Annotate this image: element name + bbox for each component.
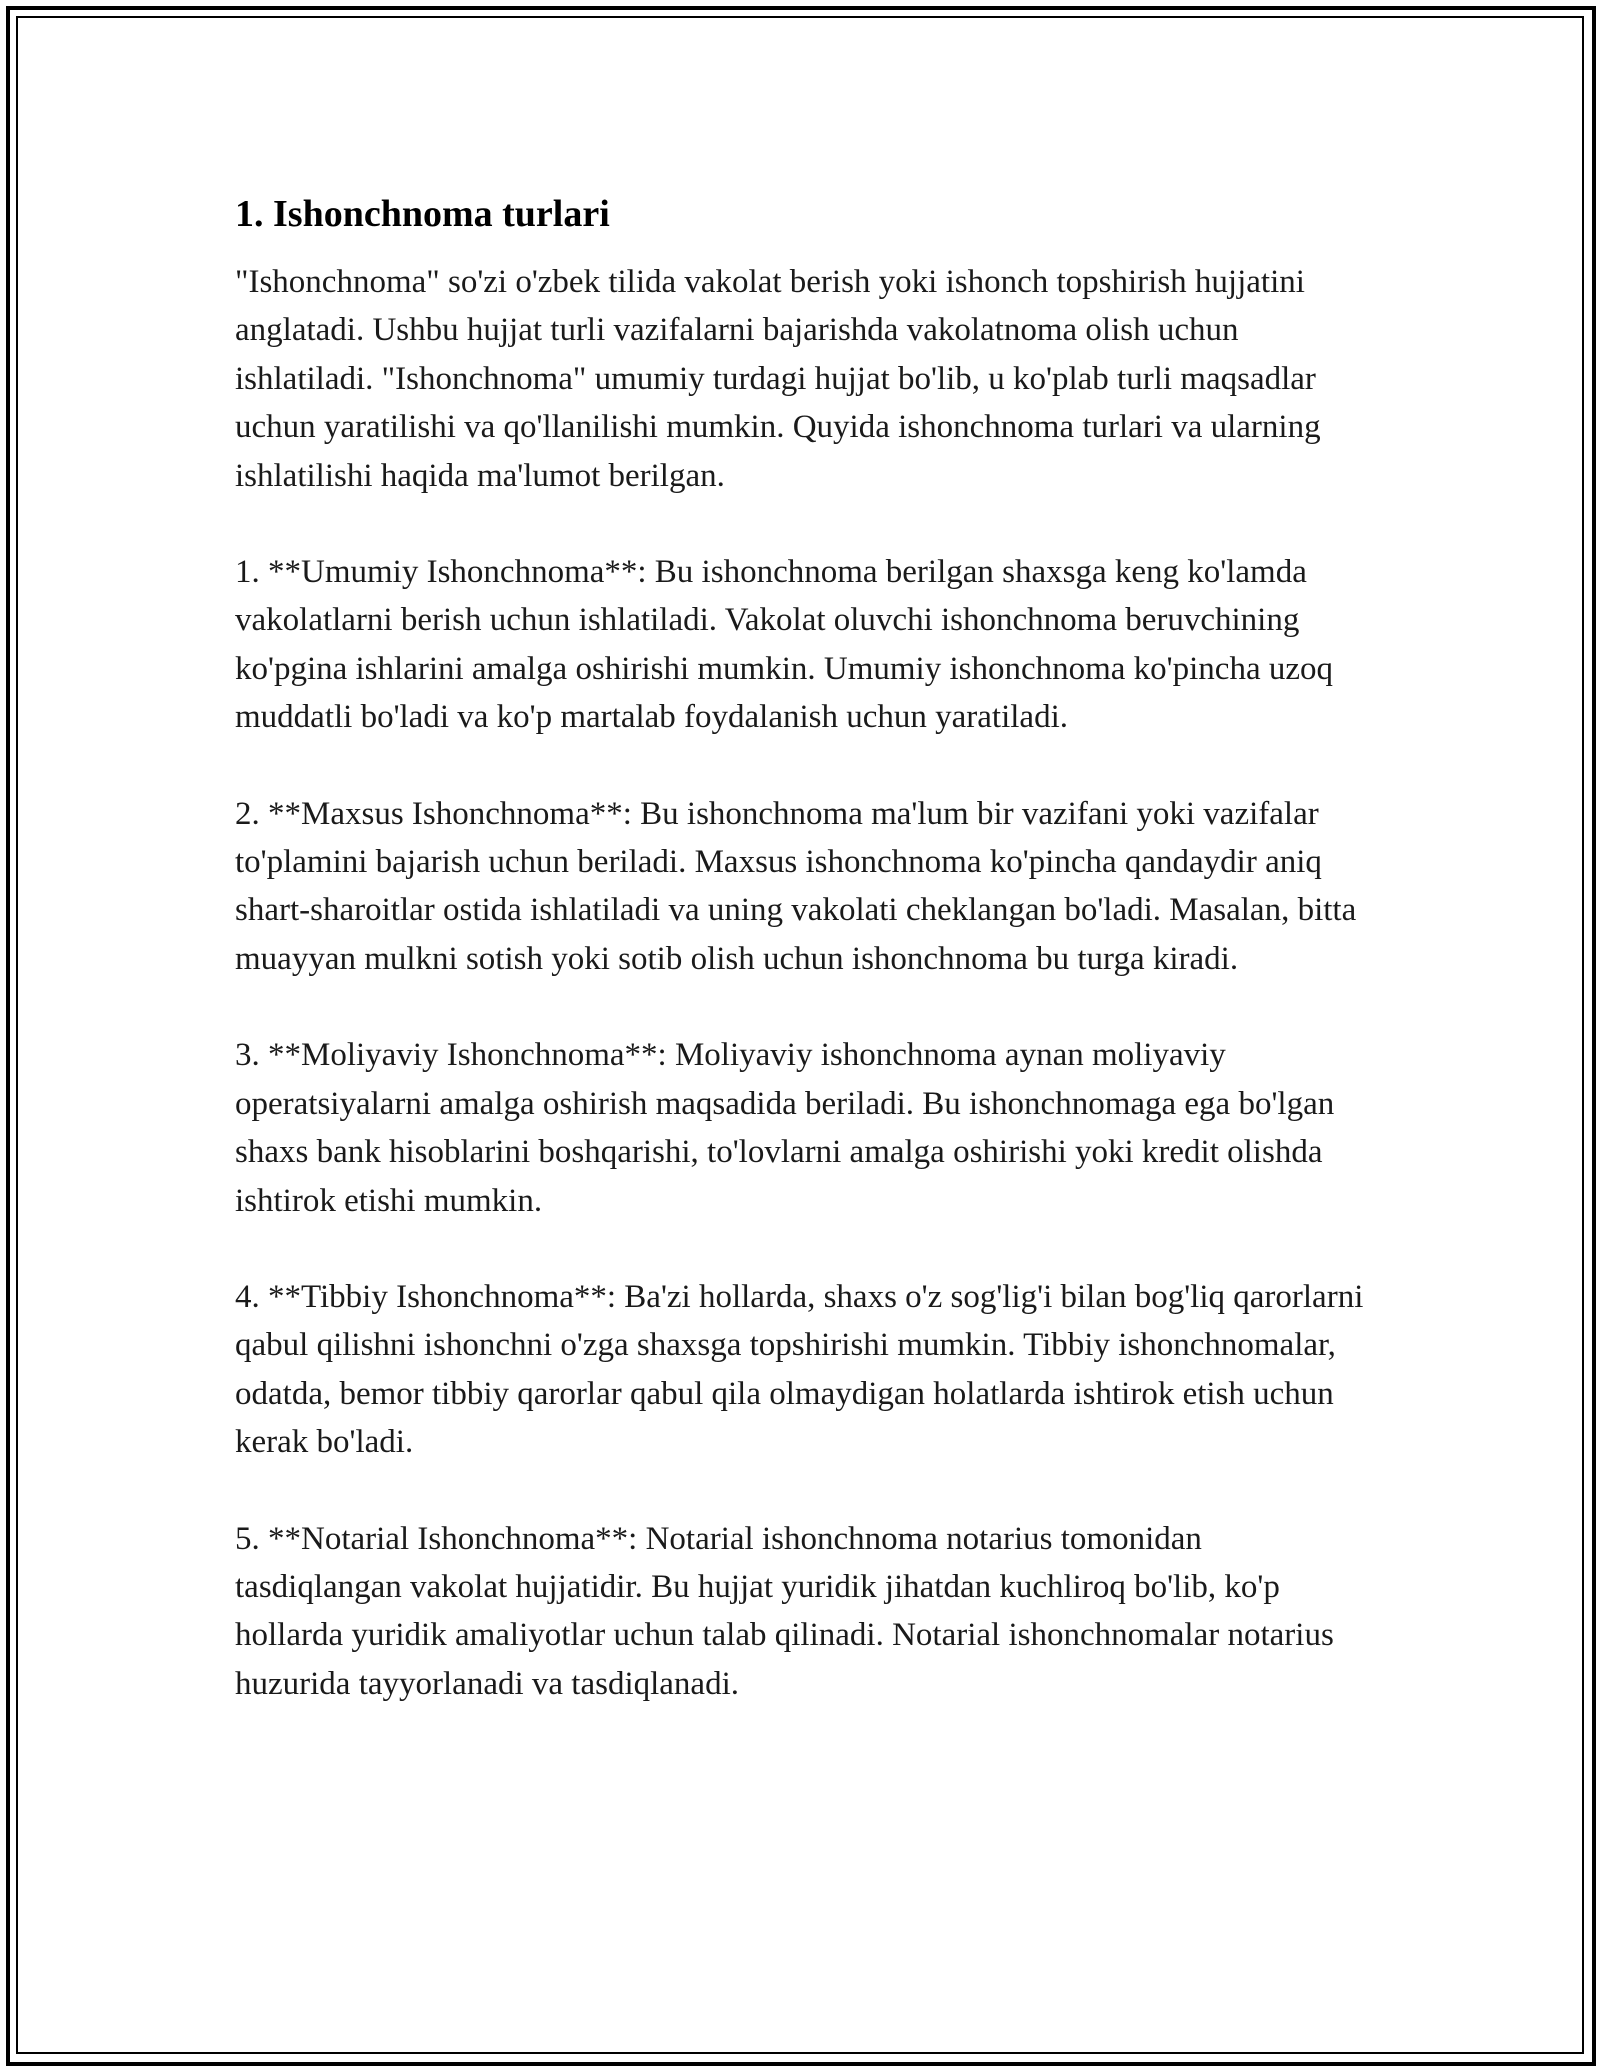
section-heading: 1. Ishonchnoma turlari: [235, 193, 610, 235]
paragraph-moliyaviy-ishonchnoma: 3. **Moliyaviy Ishonchnoma**: Moliyaviy ishonchnoma aynan moliyaviy operatsiyalarni amalga oshirish maqsadida beriladi. Bu ishonchnomaga ega bo'lgan shaxs bank hisoblarini boshqarishi, to'lovlarni amalga oshirishi yoki kredit olishda ishtirok etishi mumkin.: [235, 1037, 1335, 1219]
paragraph-umumiy-ishonchnoma: 1. **Umumiy Ishonchnoma**: Bu ishonchnoma berilgan shaxsga keng ko'lamda vakolatlarni berish uchun ishlatiladi. Vakolat oluvchi ishonchnoma beruvchining ko'pgina ishlarini amalga oshirishi mumkin. Umumiy ishonchnoma ko'pincha uzoq muddatli bo'ladi va ko'p martalab foydalanish uchun yaratiladi.: [235, 554, 1333, 736]
document-body: [235, 190, 1375, 1756]
paragraph-maxsus-ishonchnoma: 2. **Maxsus Ishonchnoma**: Bu ishonchnoma ma'lum bir vazifani yoki vazifalar to'plamini bajarish uchun beriladi. Maxsus ishonchnoma ko'pincha qandaydir aniq shart-sharoitlar ostida ishlatiladi va uning vakolati cheklangan bo'ladi. Masalan, bitta muayyan mulkni sotish yoki sotib olish uchun ishonchnoma bu turga kiradi.: [235, 795, 1357, 977]
intro-paragraph: "Ishonchnoma" so'zi o'zbek tilida vakolat berish yoki ishonch topshirish hujjatini anglatadi. Ushbu hujjat turli vazifalarni bajarishda vakolatnoma olish uchun ishlatiladi. "Ishonchnoma" umumiy turdagi hujjat bo'lib, u ko'plab turli maqsadlar uchun yaratilishi va qo'llanilishi mumkin. Quyida ishonchnoma turlari va ularning ishlatilishi haqida ma'lumot berilgan.: [235, 264, 1321, 494]
paragraph-tibbiy-ishonchnoma: 4. **Tibbiy Ishonchnoma**: Ba'zi hollarda, shaxs o'z sog'lig'i bilan bog'liq qarorlarni qabul qilishni ishonchni o'zga shaxsga topshirishi mumkin. Tibbiy ishonchnomalar, odatda, bemor tibbiy qarorlar qabul qila olmaydigan holatlarda ishtirok etish uchun kerak bo'ladi.: [235, 1278, 1364, 1461]
paragraph-notarial-ishonchnoma: 5. **Notarial Ishonchnoma**: Notarial ishonchnoma notarius tomonidan tasdiqlangan vakolat hujjatidir. Bu hujjat yuridik jihatdan kuchliroq bo'lib, ko'p hollarda yuridik amaliyotlar uchun talab qilinadi. Notarial ishonchnomalar notarius huzurida tayyorlanadi va tasdiqlanadi.: [235, 1520, 1334, 1702]
